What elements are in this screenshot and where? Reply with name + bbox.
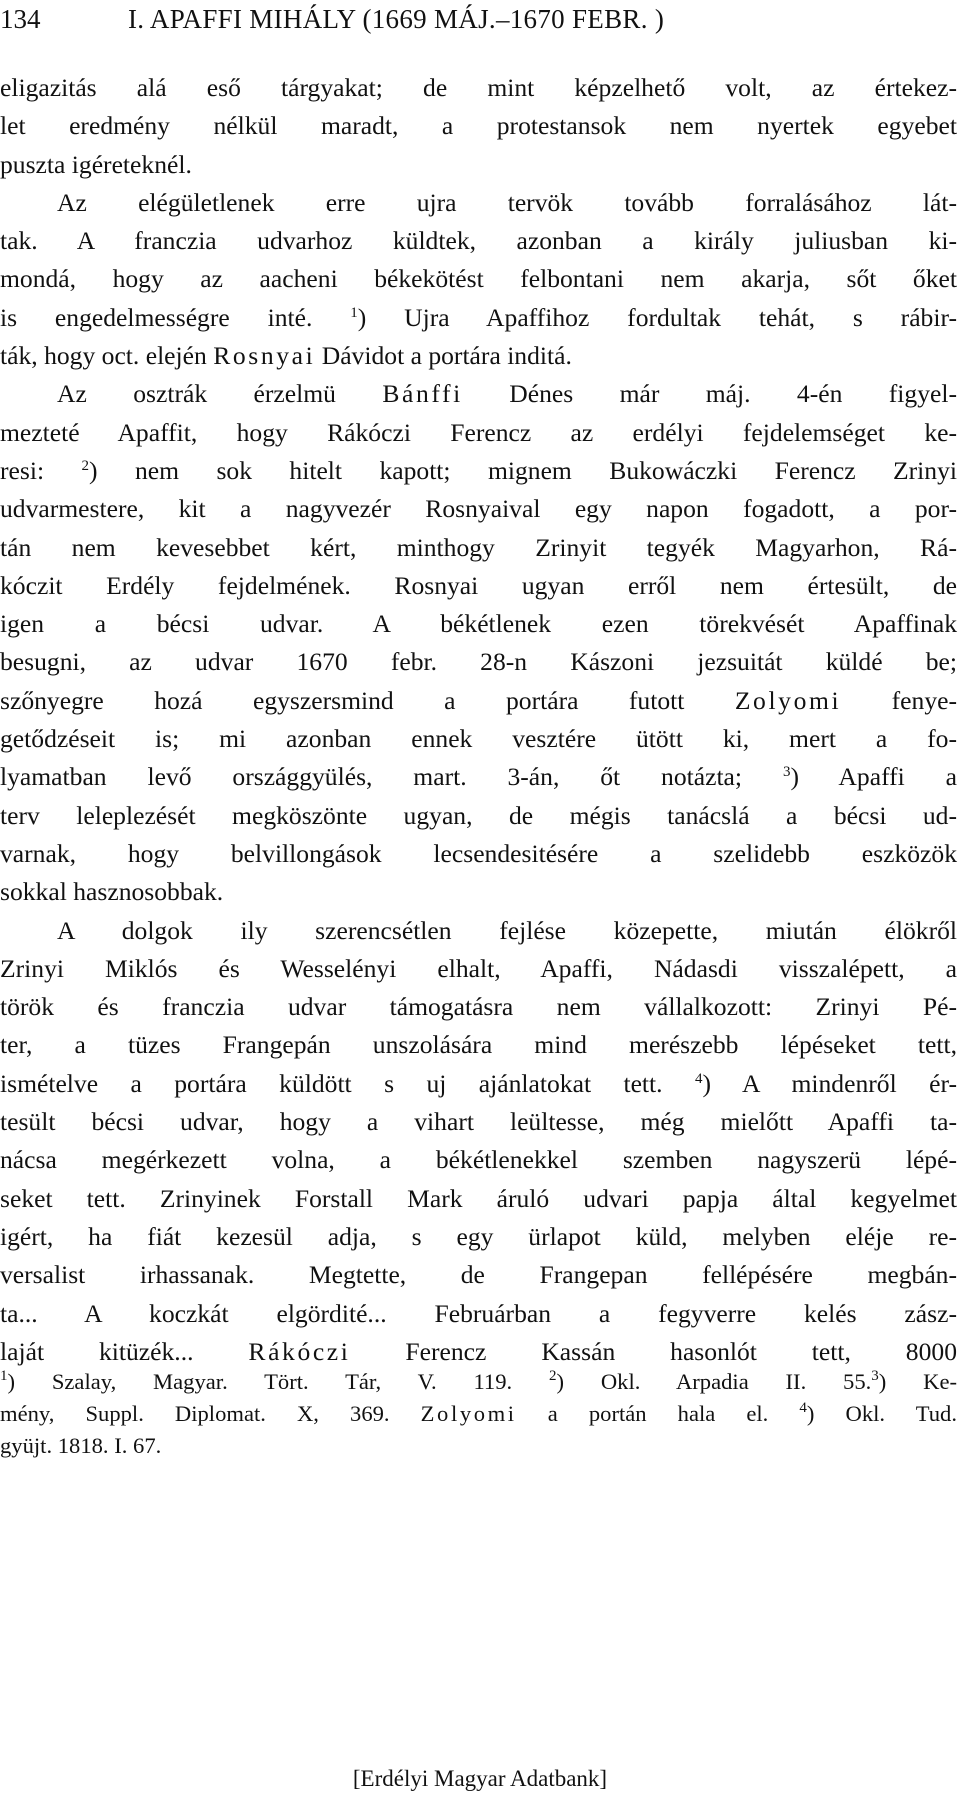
body-text [0,69,957,1371]
text-line: mezteté Apaffit, hogy Rákóczi Ferencz az erdélyi fejdelemséget ke- [0,417,957,447]
footnote-line: gyüjt. 1818. I. 67. [0,1433,162,1458]
text-line: ter, a tüzes Frangepán unszolására mind merészebb lépéseket tett, [0,1030,957,1060]
text-line: versalist irhassanak. Megtette, de Frangepan fellépésére megbán- [0,1260,957,1290]
footnote-ref: 4 [694,1070,703,1087]
text-line: nácsa megérkezett volna, a békétlenekkel szemben nagyszerü lépé- [0,1145,957,1175]
spaced-name: Rosnyai [213,341,316,371]
footnote-ref: 2 [81,457,90,474]
text-line: resi: $^2$) nem sok hitelt kapott; mignem Bukowáczki Ferencz Zrinyi [0,455,957,485]
text-line: ta... A koczkát elgördité... Februárban a fegyverre kelés zász- [0,1298,957,1328]
footnote-ref: 3 [782,764,791,781]
spaced-name: Bánffi [382,379,463,409]
footnotes [0,1366,957,1462]
text-line: ismételve a portára küldött s uj ajánlatokat tett. $^4$) A mindenről ér- [0,1068,957,1098]
text-line: kóczit Erdély fejdelmének. Rosnyai ugyan erről nem értesült, de [0,570,957,600]
text-line: puszta igéreteknél. [0,149,192,179]
text-line: udvarmestere, kit a nagyvezér Rosnyaival egy napon fogadott, a por- [0,494,957,524]
text-line: seket tett. Zrinyinek Forstall Mark áruló udvari papja által kegyelmet [0,1183,957,1213]
text-line: let eredmény nélkül maradt, a protestansok nem nyertek egyebet [0,111,957,141]
paragraph-start: A dolgok ily szerencsétlen fejlése közepette, miután élökről [57,915,957,945]
text-line: is engedelmességre inté. $^1$) Ujra Apaffihoz fordultak tehát, s rábir- [0,302,957,332]
text-line: laját kitüzék... Rákóczi Ferencz Kassán hasonlót tett, 8000 [0,1336,957,1366]
paragraph-start: Az osztrák érzelmü Bánffi Dénes már máj. 4-én figyel- [57,379,957,409]
footnote-ref: 1 [350,304,358,321]
text-line: terv leleplezését megköszönte ugyan, de mégis tanácslá a bécsi ud- [0,800,957,830]
footnote-line: $^1$) Szalay, Magyar. Tört. Tár, V. 119. $^2$) Okl. Arpadia II. 55.$^3$) Ke- [0,1368,958,1394]
text-line: getődzéseit is; mi azonban ennek vesztére ütött ki, mert a fo- [0,724,957,754]
text-line: besugni, az udvar 1670 febr. 28-n Kászoni jezsuitát küldé be; [0,647,957,677]
text-line: szőnyegre hozá egyszersmind a portára futott Zolyomi fenye- [0,685,958,715]
text-line: tesült bécsi udvar, hogy a vihart leültesse, még mielőtt Apaffi ta- [0,1107,957,1137]
page-header [0,4,960,44]
paragraph-start: Az elégületlenek erre ujra tervök tovább forralásához lát- [57,187,957,217]
text-line: tán nem kevesebbet kért, minthogy Zrinyit tegyék Magyarhon, Rá- [0,532,957,562]
spaced-name: Rákóczi [248,1336,351,1366]
running-title: I. APAFFI MIHÁLY (1669 MÁJ.–1670 FEBR. ) [128,4,665,34]
text-line: sokkal hasznosobbak. [0,877,224,907]
text-line: eligazitás alá eső tárgyakat; de mint képzelhető volt, az értekez- [0,73,957,102]
page-footer: [Erdélyi Magyar Adatbank] [352,1766,608,1791]
page-number: 134 [0,4,41,34]
text-line: Zrinyi Miklós és Wesselényi elhalt, Apaffi, Nádasdi visszalépett, a [0,953,957,983]
text-line: mondá, hogy az aacheni békekötést felbontani nem akarja, sőt őket [0,264,957,294]
text-line: varnak, hogy belvillongások lecsendesitésére a szelidebb eszközök [0,838,957,868]
spaced-name: Zolyomi [734,685,842,715]
footnote-line: mény, Suppl. Diplomat. X, 369. Zolyomi a portán hala el. $^4$) Okl. Tud. [0,1400,957,1426]
text-line: török és franczia udvar támogatásra nem vállalkozott: Zrinyi Pé- [0,992,957,1022]
text-line: lyamatban levő országgyülés, mart. 3-án, őt notázta; $^3$) Apaffi a [0,762,957,792]
text-line: tak. A franczia udvarhoz küldtek, azonban a király juliusban ki- [0,226,957,256]
spaced-name: Zolyomi [420,1401,517,1426]
text-line: igért, ha fiát kezesül adja, s egy ürlapot küld, melyben eléje re- [0,1221,957,1251]
text-line: ták, hogy oct. elején Rosnyai Dávidot a portára inditá. [0,341,572,371]
text-line: igen a bécsi udvar. A békétlenek ezen törekvését Apaffinak [0,609,957,639]
